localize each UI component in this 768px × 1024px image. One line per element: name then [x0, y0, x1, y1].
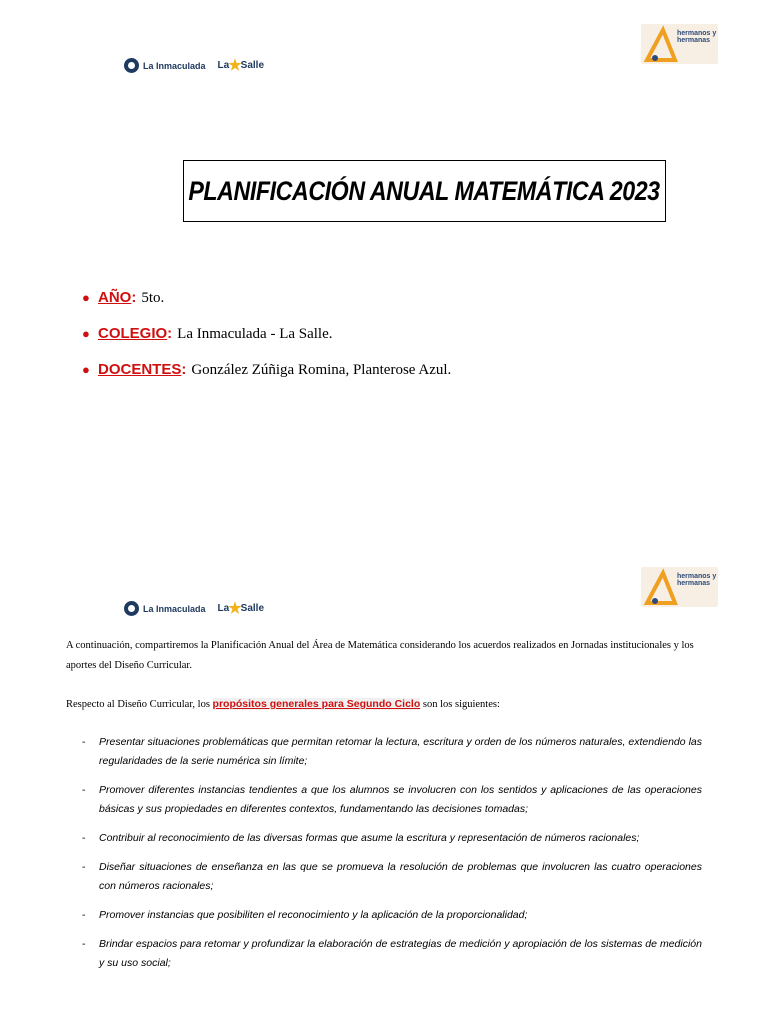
school-name: La Inmaculada	[143, 603, 206, 614]
page-title: PLANIFICACIÓN ANUAL MATEMÁTICA 2023	[188, 175, 661, 206]
list-item: - Contribuir al reconocimiento de las diversas formas que asume la escritura y representación de números racionales;	[82, 832, 640, 844]
info-item-teachers: ● DOCENTES : González Zúñiga Romina, Planterose Azul.	[82, 361, 452, 378]
list-item: - Promover diferentes instancias tendientes a que los alumnos se involucren con los sentidos y aplicaciones de las operaciones básicas y sus propiedades en diferentes contextos, fundamentando las decisiones tomadas;	[82, 784, 702, 815]
bullet-icon: ●	[82, 290, 90, 305]
star-icon: ★	[228, 56, 242, 74]
info-item-year: ● AÑO : 5to.	[82, 289, 165, 306]
bullet-icon: ●	[82, 326, 90, 341]
school-name: La Inmaculada	[143, 60, 206, 71]
crest-icon	[124, 58, 139, 73]
info-list	[82, 289, 451, 397]
school-logo	[124, 58, 264, 73]
title-box	[183, 160, 666, 222]
purposes-intro: Respecto al Diseño Curricular, los propósitos generales para Segundo Ciclo son los siguientes:	[66, 698, 500, 710]
hermanos-badge-page2: hermanos y hermanas	[641, 567, 718, 607]
hermanos-badge: hermanos y hermanas	[641, 24, 718, 64]
list-item: - Brindar espacios para retomar y profundizar la elaboración de estrategias de medición y apropiación de los sistemas de medición y su uso social;	[82, 938, 702, 969]
info-item-school: ● COLEGIO : La Inmaculada - La Salle.	[82, 325, 333, 342]
purposes-list	[82, 733, 702, 983]
purposes-highlight: propósitos generales para Segundo Ciclo	[212, 698, 421, 710]
lasalle-logo: La ★ Salle	[217, 56, 265, 74]
list-item: - Diseñar situaciones de enseñanza en las que se promueva la resolución de problemas que involucren las cuatro operaciones con números racionales;	[82, 861, 702, 892]
bullet-icon: ●	[82, 362, 90, 377]
list-item: - Presentar situaciones problemáticas que permitan retomar la lectura, escritura y orden de los números naturales, extendiendo las regularidades de la serie numérica sin límite;	[82, 736, 702, 767]
crest-icon	[124, 601, 139, 616]
intro-paragraph: A continuación, compartiremos la Planificación Anual del Área de Matemática considerando los acuerdos realizados en Jornadas institucionales y los aportes del Diseño Curricular.	[66, 640, 694, 671]
school-logo-page2	[124, 601, 264, 616]
lasalle-logo: La ★ Salle	[217, 599, 265, 617]
star-icon: ★	[228, 599, 242, 617]
list-item: - Promover instancias que posibiliten el reconocimiento y la aplicación de la proporcionalidad;	[82, 909, 528, 921]
